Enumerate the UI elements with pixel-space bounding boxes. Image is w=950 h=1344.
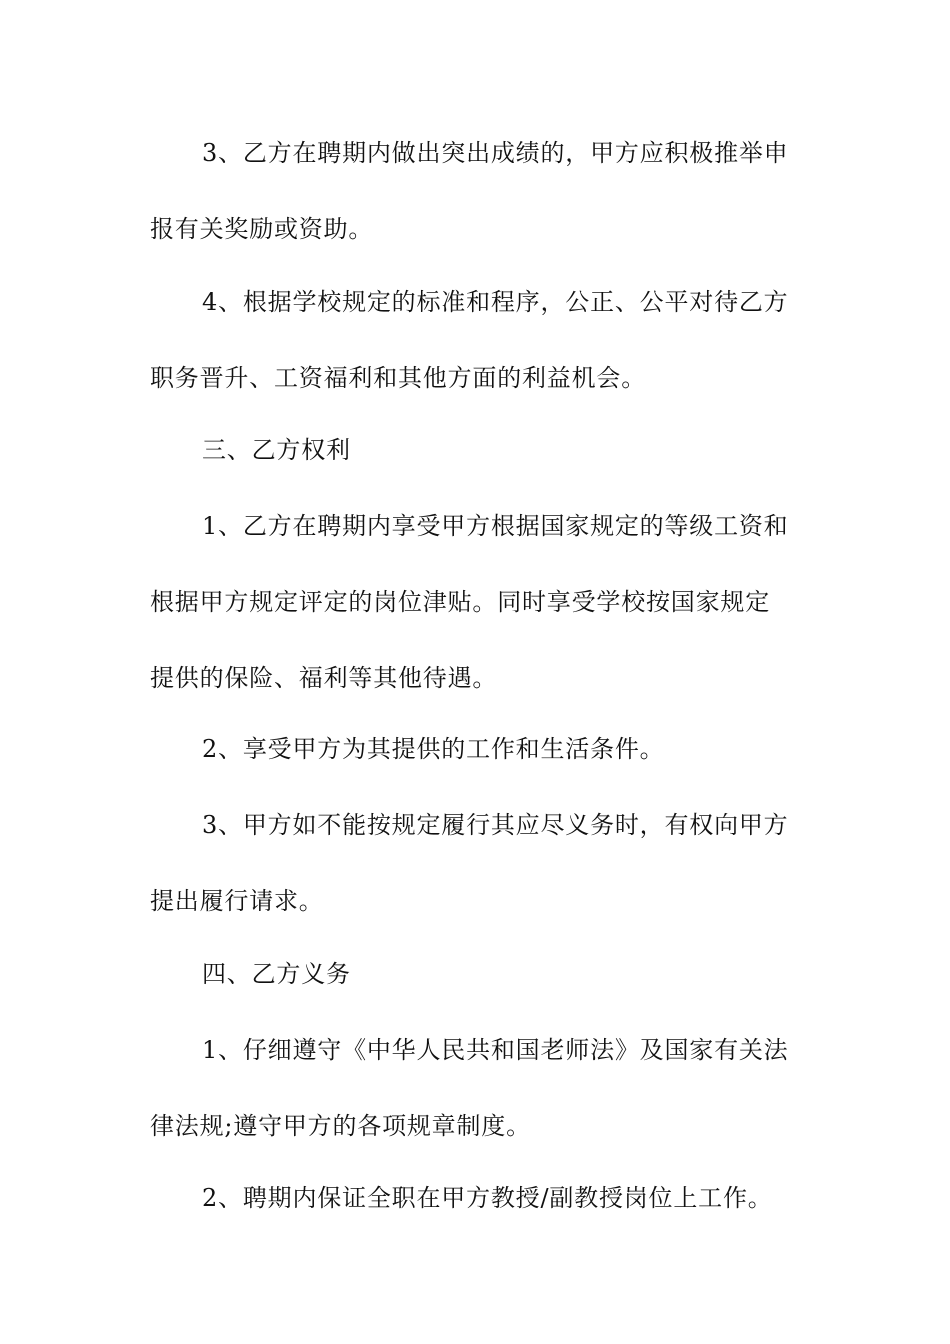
paragraph-salary-benefits bbox=[150, 488, 810, 716]
paragraph-comply-with-laws bbox=[150, 1012, 810, 1164]
text-line: 四、乙方义务 bbox=[202, 960, 351, 988]
paragraph-reward-recommendation bbox=[150, 115, 810, 267]
text-line: 三、乙方权利 bbox=[202, 436, 351, 464]
text-line: 职务晋升、工资福利和其他方面的利益机会。 bbox=[150, 364, 646, 392]
text-line: 提供的保险、福利等其他待遇。 bbox=[150, 664, 498, 692]
section-heading-party-b-obligations bbox=[150, 936, 810, 1012]
section-heading-party-b-rights bbox=[150, 412, 810, 488]
text-line: 3、乙方在聘期内做出突出成绩的，甲方应积极推举申 bbox=[202, 139, 789, 167]
text-line: 根据甲方规定评定的岗位津贴。同时享受学校按国家规定 bbox=[150, 588, 770, 616]
paragraph-performance-request bbox=[150, 787, 810, 939]
text-line: 提出履行请求。 bbox=[150, 887, 324, 915]
paragraph-full-time-duty bbox=[150, 1160, 810, 1236]
text-line: 2、聘期内保证全职在甲方教授/副教授岗位上工作。 bbox=[202, 1184, 773, 1212]
text-line: 4、根据学校规定的标准和程序，公正、公平对待乙方 bbox=[202, 288, 789, 316]
paragraph-work-conditions bbox=[150, 711, 810, 787]
text-line: 1、乙方在聘期内享受甲方根据国家规定的等级工资和 bbox=[202, 512, 789, 540]
paragraph-fair-treatment bbox=[150, 264, 810, 416]
text-line: 报有关奖励或资助。 bbox=[150, 215, 374, 243]
text-line: 3、甲方如不能按规定履行其应尽义务时，有权向甲方 bbox=[202, 811, 789, 839]
text-line: 2、享受甲方为其提供的工作和生活条件。 bbox=[202, 735, 665, 763]
text-line: 1、仔细遵守《中华人民共和国老师法》及国家有关法 bbox=[202, 1036, 789, 1064]
text-line: 律法规;遵守甲方的各项规章制度。 bbox=[150, 1112, 531, 1140]
